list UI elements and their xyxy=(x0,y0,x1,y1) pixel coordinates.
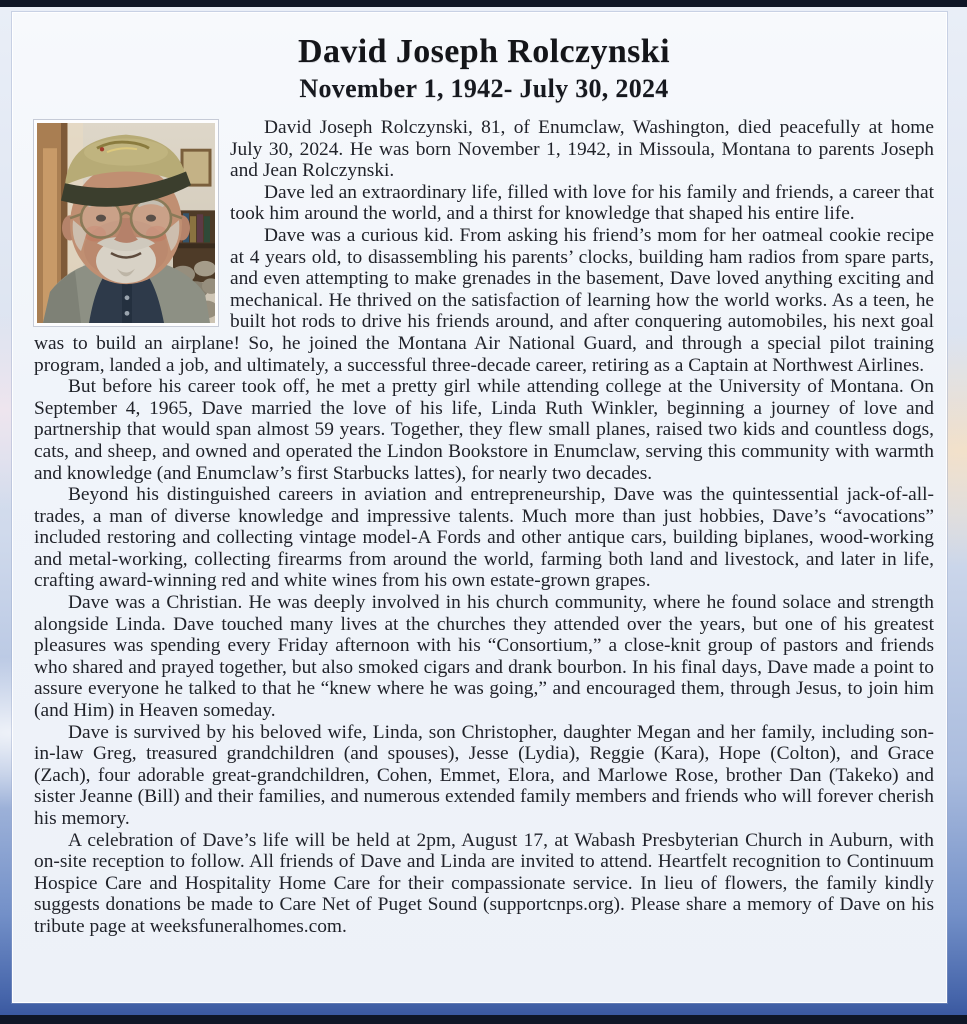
obituary-paragraph: Dave is survived by his beloved wife, Linda, son Christopher, daughter Megan and her family, including son-in-law Greg, treasured grandchildren (and spouses), Jesse (Lydia), Reggie (Kara), Hope (Colton), and Grace (Zach), four adorable great-grandchildren, Cohen, Emmet, Elora, and Marlowe Rose, brother Dan (Takeko) and sister Jeanne (Bill) and their families, and numerous extended family members and friends who will forever cherish his memory. xyxy=(34,721,934,829)
obituary-header xyxy=(34,33,934,104)
life-dates: November 1, 1942- July 30, 2024 xyxy=(299,74,669,103)
portrait-photo xyxy=(34,120,218,326)
obituary-paragraph: Dave was a curious kid. From asking his friend’s mom for her oatmeal cookie recipe at 4 years old, to disassembling his parents’ clocks, building ham radios from spare parts, and even attempting to make grenades in the basement, Dave loved anything exciting and mechanical. He thrived on the satisfaction of learning how the world works. As a teen, he built hot rods to drive his friends around, and after conquering automobiles, his next goal was to build an airplane! So, he joined the Montana Air National Guard, and through a special pilot training program, landed a job, and ultimately, a successful three-decade career, retiring as a Captain at Northwest Airlines. xyxy=(34,224,934,376)
obituary-panel xyxy=(12,12,947,1003)
obituary-paragraph: Beyond his distinguished careers in aviation and entrepreneurship, Dave was the quintessential jack-of-all-trades, a man of diverse knowledge and impressive talents. Much more than just hobbies, Dave’s “avocations” included restoring and collecting vintage model-A Fords and other antique cars, building biplanes, wood-working and metal-working, collecting firearms from around the world, farming both land and livestock, and later in life, crafting award-winning red and white wines from his own estate-grown grapes. xyxy=(34,484,934,592)
obituary-paragraph: But before his career took off, he met a pretty girl while attending college at the University of Montana. On September 4, 1965, Dave married the love of his life, Linda Ruth Winkler, beginning a journey of love and partnership that would span almost 59 years. Together, they flew small planes, raised two kids and countless dogs, cats, and sheep, and owned and operated the Lindon Bookstore in Enumclaw, serving this community with warmth and knowledge (and Enumclaw’s first Starbucks lattes), for nearly two decades. xyxy=(34,376,934,484)
deceased-name: David Joseph Rolczynski xyxy=(298,33,670,70)
sky-background xyxy=(0,7,967,1015)
obituary-paragraph: A celebration of Dave’s life will be held at 2pm, August 17, at Wabash Presbyterian Church in Auburn, with on-site reception to follow. All friends of Dave and Linda are invited to attend. Heartfelt recognition to Continuum Hospice Care and Hospitality Home Care for their compassionate service. In lieu of flowers, the family kindly suggests donations be made to Care Net of Puget Sound (supportcnps.org). Please share a memory of Dave on his tribute page at weeksfuneralhomes.com. xyxy=(34,829,934,937)
obituary-paragraph: Dave led an extraordinary life, filled with love for his family and friends, a career that took him around the world, and a thirst for knowledge that shaped his entire life. xyxy=(230,181,934,225)
obituary-body xyxy=(34,117,934,938)
portrait-illustration xyxy=(37,123,215,323)
obituary-paragraph: David Joseph Rolczynski, 81, of Enumclaw, Washington, died peacefully at home July 30, 2024. He was born November 1, 1942, in Missoula, Montana to parents Joseph and Jean Rolczynski. xyxy=(230,117,934,182)
obituary-paragraph: Dave was a Christian. He was deeply involved in his church community, where he found solace and strength alongside Linda. Dave touched many lives at the churches they attended over the years, but one of his greatest pleasures was spending every Friday afternoon with his “Consortium,” a close-knit group of pastors and friends who shared and prayed together, but also smoked cigars and drank bourbon. In his final days, Dave made a point to assure everyone he talked to that he “knew where he was going,” and encouraged them, through Jesus, to join him (and Him) in Heaven someday. xyxy=(34,592,934,722)
